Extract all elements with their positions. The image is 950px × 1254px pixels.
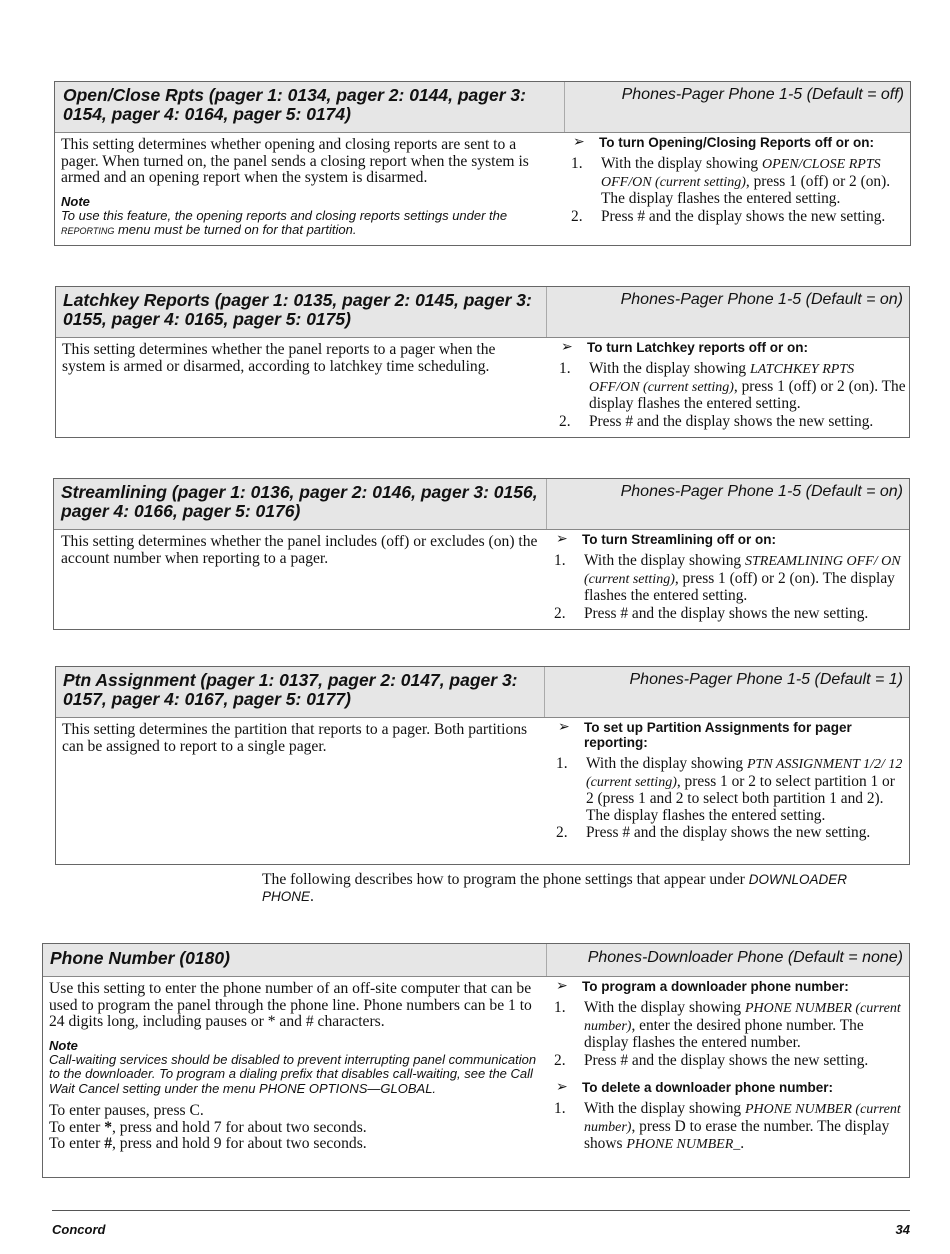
setting-title: Ptn Assignment (pager 1: 0137, pager 2: 0147, pager 3: 0157, pager 4: 0167, pager 5: 0177) [63,670,518,709]
setting-header [56,667,909,718]
procedure-heading: ➢ To delete a downloader phone number: [556,1078,834,1095]
setting-box-open-close-rpts [54,81,911,246]
setting-menu-path: Phones-Pager Phone 1-5 (Default = on) [620,291,903,308]
procedure [554,979,905,1155]
setting-header [43,944,909,977]
setting-title: Streamlining (pager 1: 0136, pager 2: 0146, pager 3: 0156, pager 4: 0166, pager 5: 0176) [61,482,538,521]
setting-menu-path: Phones-Downloader Phone (Default = none) [587,949,903,966]
procedure-heading: ➢ To turn Latchkey reports off or on: [561,338,809,355]
setting-description: This setting determines whether the panel includes (off) or excludes (on) the account number when reporting to a pager. [61,533,538,567]
procedure-step: 1. With the display showing PHONE NUMBER (current number), enter the desired phone number. The display flashes the entered number. [554,999,901,1051]
note-body: Call-waiting services should be disabled to prevent interrupting panel communication to the downloader. To program a dialing prefix that disables call-waiting, see the Call Wait Cancel setting under the menu PHONE OPTIONS—GLOBAL. [49,1051,537,1096]
procedure-step: 1. With the display showing LATCHKEY RPTS OFF/ON (current setting), press 1 (off) or 2 (on). The display flashes the entered setting. [559,360,906,412]
procedure-step: 2. Press # and the display shows the new setting. [571,207,886,225]
setting-title: Open/Close Rpts (pager 1: 0134, pager 2: 0144, pager 3: 0154, pager 4: 0164, pager 5: 0174) [63,85,526,124]
setting-header [54,479,909,530]
arrow-bullet-icon: ➢ [556,977,568,993]
procedure-heading: ➢ To turn Opening/Closing Reports off or on: [573,133,874,150]
downloader-intro: The following describes how to program the phone settings that appear under DOWNLOADER PHONE. [262,871,848,905]
procedure-step: 2. Press # and the display shows the new setting. [559,412,874,430]
setting-description: This setting determines the partition that reports to a pager. Both partitions can be assigned to report to a single pager. [62,721,528,755]
procedure-step: 1. With the display showing OPEN/CLOSE RPTS OFF/ON (current setting), press 1 (off) or 2 (on). The display flashes the entered setting. [571,155,891,207]
setting-box-ptn-assignment [55,666,910,865]
arrow-bullet-icon: ➢ [558,718,570,734]
procedure-heading: ➢ To turn Streamlining off or on: [556,530,776,547]
setting-description-column [61,137,555,238]
setting-header [56,287,909,338]
setting-box-latchkey-reports [55,286,910,438]
procedure-step: 1. With the display showing STREAMLINING OFF/ ON (current setting), press 1 (off) or 2 (on). The display flashes the entered setting. [554,552,901,604]
arrow-bullet-icon: ➢ [573,133,585,149]
procedure-heading: ➢ To program a downloader phone number: [556,977,849,994]
setting-description: This setting determines whether the panel reports to a pager when the system is armed or disarmed, according to latchkey time scheduling. [62,341,496,375]
setting-box-streamlining [53,478,910,630]
page-number: 34 [895,1222,910,1237]
setting-description: This setting determines whether opening and closing reports are sent to a pager. When turned on, the panel sends a closing report when the system is armed and an opening report when the system is disarmed. [61,136,529,186]
setting-menu-path: Phones-Pager Phone 1-5 (Default = off) [621,86,904,103]
pause-instruction: To enter pauses, press C. [49,1102,204,1119]
procedure-heading: ➢ To set up Partition Assignments for pager reporting: [558,718,852,750]
note-heading: Note [61,193,90,209]
arrow-bullet-icon: ➢ [561,338,573,354]
note-body: To use this feature, the opening reports and closing reports settings under the reporting menu must be turned on for that partition. [61,207,508,237]
procedure-step: 1. With the display showing PHONE NUMBER (current number), press D to erase the number. The display shows PHONE NUMBER_. [554,1100,901,1152]
procedure [571,135,907,226]
hash-instruction: To enter #, press and hold 9 for about two seconds. [49,1135,367,1152]
procedure [556,720,906,843]
star-instruction: To enter *, press and hold 7 for about two seconds. [49,1118,367,1136]
setting-description: Use this setting to enter the phone number of an off-site computer that can be used to program the panel through the phone line. Phone numbers can be 1 to 24 digits long, including pauses or * and # characters. [49,980,532,1030]
procedure-step: 2. Press # and the display shows the new setting. [554,1051,869,1069]
setting-box-phone-number [42,943,910,1178]
setting-menu-path: Phones-Pager Phone 1-5 (Default = on) [620,483,903,500]
note-heading: Note [49,1037,78,1053]
procedure [554,532,906,623]
footer-product-name: Concord [52,1222,106,1237]
procedure-step: 2. Press # and the display shows the new setting. [556,824,871,841]
procedure-step: 1. With the display showing PTN ASSIGNMENT 1/2/ 12 (current setting), press 1 or 2 to select partition 1 or 2 (press 1 and 2 to select both partition 1 and 2). The display flashes the entered setting. [556,755,903,824]
procedure-step: 2. Press # and the display shows the new setting. [554,604,869,622]
arrow-bullet-icon: ➢ [556,530,568,546]
procedure [559,340,907,431]
setting-header [55,82,910,133]
footer-rule [52,1210,910,1211]
setting-menu-path: Phones-Pager Phone 1-5 (Default = 1) [629,671,903,688]
setting-description-column [49,981,541,1153]
setting-title: Latchkey Reports (pager 1: 0135, pager 2: 0145, pager 3: 0155, pager 4: 0165, pager 5: 0175) [63,290,532,329]
setting-title: Phone Number (0180) [50,948,230,968]
arrow-bullet-icon: ➢ [556,1078,568,1094]
